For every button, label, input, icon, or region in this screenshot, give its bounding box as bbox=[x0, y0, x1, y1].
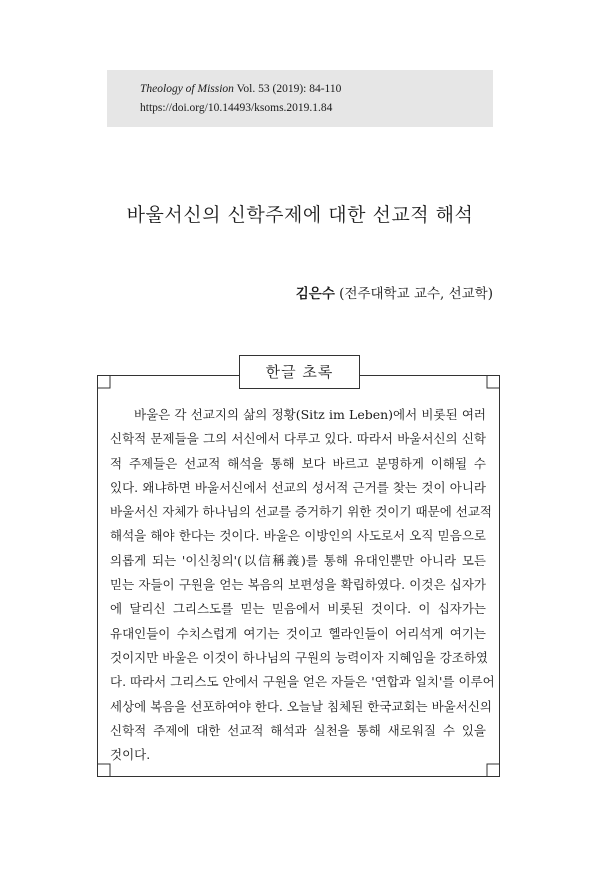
abstract-line: 의롭게 되는 '이신칭의'(以信稱義)를 통해 유대인뿐만 아니라 모든 bbox=[110, 552, 486, 568]
journal-name: Theology of Mission bbox=[140, 83, 234, 95]
abstract-line: 바울서신 자체가 하나님의 선교를 증거하기 위한 것이기 때문에 선교적 bbox=[110, 504, 492, 520]
abstract-line: 유대인들이 수치스럽게 여기는 것이고 헬라인들이 어리석게 여기는 bbox=[110, 625, 486, 641]
abstract-line: 신학적 문제들을 그의 서신에서 다루고 있다. 따라서 바울서신의 신학 bbox=[110, 431, 486, 447]
abstract-line: 적 주제들은 선교적 해석을 통해 보다 바르고 분명하게 이해될 수 bbox=[110, 455, 486, 471]
abstract-line: 신학적 주제에 대한 선교적 해석과 실천을 통해 새로워질 수 있을 bbox=[110, 722, 486, 738]
paper-title: 바울서신의 신학주제에 대한 선교적 해석 bbox=[126, 204, 474, 226]
abstract-line: 믿는 자들이 구원을 얻는 복음의 보편성을 확립하였다. 이것은 십자가 bbox=[110, 577, 486, 593]
abstract-line: 것이지만 바울은 이것이 하나님의 구원의 능력이자 지혜임을 강조하였 bbox=[110, 649, 488, 665]
abstract-line: 것이다. bbox=[110, 747, 151, 763]
journal-doi: https://doi.org/10.14493/ksoms.2019.1.84 bbox=[140, 102, 333, 114]
abstract-body bbox=[110, 403, 495, 767]
author-line bbox=[296, 282, 493, 302]
journal-info-box bbox=[107, 70, 493, 127]
author-affiliation: (전주대학교 교수, 선교학) bbox=[339, 286, 493, 302]
abstract-line: 세상에 복음을 선포하여야 한다. 오늘날 침체된 한국교회는 바울서신의 bbox=[110, 698, 492, 714]
author-name: 김은수 bbox=[295, 286, 335, 302]
abstract-line: 다. 따라서 그리스도 안에서 구원을 얻은 자들은 '연합과 일치'를 이루어 bbox=[110, 674, 495, 690]
abstract-line: 에 달리신 그리스도를 믿는 믿음에서 비롯된 것이다. 이 십자가는 bbox=[110, 601, 486, 617]
abstract-line: 해석을 해야 한다는 것이다. 바울은 이방인의 사도로서 오직 믿음으로 bbox=[110, 528, 486, 544]
abstract-label: 한글 초록 bbox=[239, 355, 360, 389]
journal-volume: Vol. 53 (2019): 84-110 bbox=[236, 83, 342, 95]
journal-citation bbox=[140, 83, 341, 95]
abstract-line: 바울은 각 선교지의 삶의 정황(Sitz im Leben)에서 비롯된 여러 bbox=[134, 407, 486, 422]
abstract-line: 있다. 왜냐하면 바울서신에서 선교의 성서적 근거를 찾는 것이 아니라 bbox=[110, 479, 486, 495]
